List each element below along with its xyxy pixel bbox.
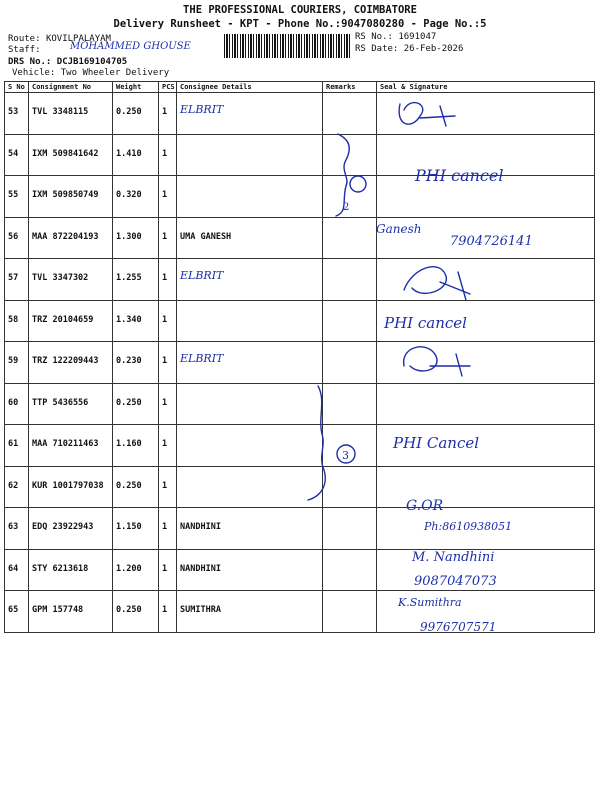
sno-cell: 54 <box>5 134 29 176</box>
sumithra-signature: K.Sumithra <box>398 596 462 609</box>
consignment-cell: STY 6213618 <box>29 549 113 591</box>
signature-59 <box>404 347 470 376</box>
col-header: Consignee Details <box>177 82 323 93</box>
nandhini-phone-2: 9087047073 <box>414 574 497 589</box>
drs-label: DRS No.: <box>8 57 52 67</box>
nandhini-phone-1: Ph:8610938051 <box>424 520 513 533</box>
nandhini-signature-1: G.OR <box>406 498 444 514</box>
consignee-cell: NANDHINI <box>177 508 323 550</box>
consignment-cell: TRZ 122209443 <box>29 342 113 384</box>
consignee-cell: NANDHINI <box>177 549 323 591</box>
consignment-cell: TVL 3348115 <box>29 93 113 135</box>
weight-cell: 1.200 <box>113 549 159 591</box>
pcs-cell: 1 <box>159 93 177 135</box>
group-2-circle <box>350 176 366 192</box>
uma-phone: 7904726141 <box>450 234 533 249</box>
document-subtitle: Delivery Runsheet - KPT - Phone No.:9047080280 - Page No.:5 <box>113 18 487 30</box>
pcs-cell: 1 <box>159 466 177 508</box>
pcs-cell: 1 <box>159 591 177 633</box>
sno-cell: 56 <box>5 217 29 259</box>
signature-53 <box>399 103 455 126</box>
pcs-cell: 1 <box>159 217 177 259</box>
consignee-cell: SUMITHRA <box>177 591 323 633</box>
consignment-cell: KUR 1001797038 <box>29 466 113 508</box>
col-header: PCS <box>159 82 177 93</box>
col-header: Consignment No <box>29 82 113 93</box>
sno-cell: 62 <box>5 466 29 508</box>
drs-value: DCJB169104705 <box>56 57 128 67</box>
handwritten-consignee: ELBRIT <box>180 269 224 282</box>
handwritten-consignee: ELBRIT <box>180 352 224 365</box>
weight-cell: 1.340 <box>113 300 159 342</box>
consignment-cell: IXM 509850749 <box>29 176 113 218</box>
pcs-cell: 1 <box>159 134 177 176</box>
pcs-cell: 1 <box>159 342 177 384</box>
consignment-cell: IXM 509841642 <box>29 134 113 176</box>
weight-cell: 0.250 <box>113 93 159 135</box>
phi-cancel-1: PHI cancel <box>415 166 504 185</box>
rs-date: RS Date: 26-Feb-2026 <box>355 44 464 54</box>
pcs-cell: 1 <box>159 425 177 467</box>
consignment-cell: TRZ 20104659 <box>29 300 113 342</box>
uma-signature: Ganesh <box>376 222 422 236</box>
sno-cell: 58 <box>5 300 29 342</box>
pcs-cell: 1 <box>159 176 177 218</box>
weight-cell: 1.410 <box>113 134 159 176</box>
weight-cell: 0.250 <box>113 466 159 508</box>
sno-cell: 61 <box>5 425 29 467</box>
weight-cell: 1.300 <box>113 217 159 259</box>
consignment-cell: GPM 157748 <box>29 591 113 633</box>
handwritten-consignee: ELBRIT <box>180 103 224 116</box>
weight-cell: 1.150 <box>113 508 159 550</box>
weight-cell: 0.320 <box>113 176 159 218</box>
consignment-cell: TTP 5436556 <box>29 383 113 425</box>
pcs-cell: 1 <box>159 383 177 425</box>
sno-cell: 64 <box>5 549 29 591</box>
consignment-cell: MAA 710211463 <box>29 425 113 467</box>
col-header: Weight <box>113 82 159 93</box>
consignment-cell: TVL 3347302 <box>29 259 113 301</box>
group-2-label: 2 <box>343 202 350 213</box>
phi-cancel-2: PHI cancel <box>384 314 467 332</box>
signature-57 <box>404 267 470 300</box>
sno-cell: 53 <box>5 93 29 135</box>
col-header: Remarks <box>323 82 377 93</box>
sno-cell: 60 <box>5 383 29 425</box>
weight-cell: 1.160 <box>113 425 159 467</box>
pcs-cell: 1 <box>159 259 177 301</box>
group-3-label: 3 <box>342 449 349 462</box>
col-header: Seal & Signature <box>377 82 595 93</box>
brace-group-3 <box>308 386 325 500</box>
sno-cell: 63 <box>5 508 29 550</box>
staff-label: Staff: <box>8 45 41 55</box>
pcs-cell: 1 <box>159 549 177 591</box>
pcs-cell: 1 <box>159 300 177 342</box>
col-header: S No <box>5 82 29 93</box>
pcs-cell: 1 <box>159 508 177 550</box>
sno-cell: 65 <box>5 591 29 633</box>
weight-cell: 0.230 <box>113 342 159 384</box>
weight-cell: 0.250 <box>113 383 159 425</box>
weight-cell: 1.255 <box>113 259 159 301</box>
rs-number: RS No.: 1691047 <box>355 32 437 42</box>
weight-cell: 0.250 <box>113 591 159 633</box>
consignment-cell: MAA 872204193 <box>29 217 113 259</box>
vehicle-line: Vehicle: Two Wheeler Delivery <box>12 68 170 78</box>
route-value: KOVILPALAYAM <box>45 34 111 44</box>
route-label: Route: <box>8 34 41 44</box>
consignee-cell: UMA GANESH <box>177 217 323 259</box>
consignment-cell: EDQ 23922943 <box>29 508 113 550</box>
sno-cell: 59 <box>5 342 29 384</box>
sno-cell: 55 <box>5 176 29 218</box>
sno-cell: 57 <box>5 259 29 301</box>
nandhini-signature-2: M. Nandhini <box>412 550 495 565</box>
sumithra-phone: 9976707571 <box>420 620 497 634</box>
phi-cancel-3: PHI Cancel <box>393 434 480 452</box>
staff-value-handwritten: MOHAMMED GHOUSE <box>70 41 191 52</box>
document-title: THE PROFESSIONAL COURIERS, COIMBATORE <box>183 4 417 16</box>
